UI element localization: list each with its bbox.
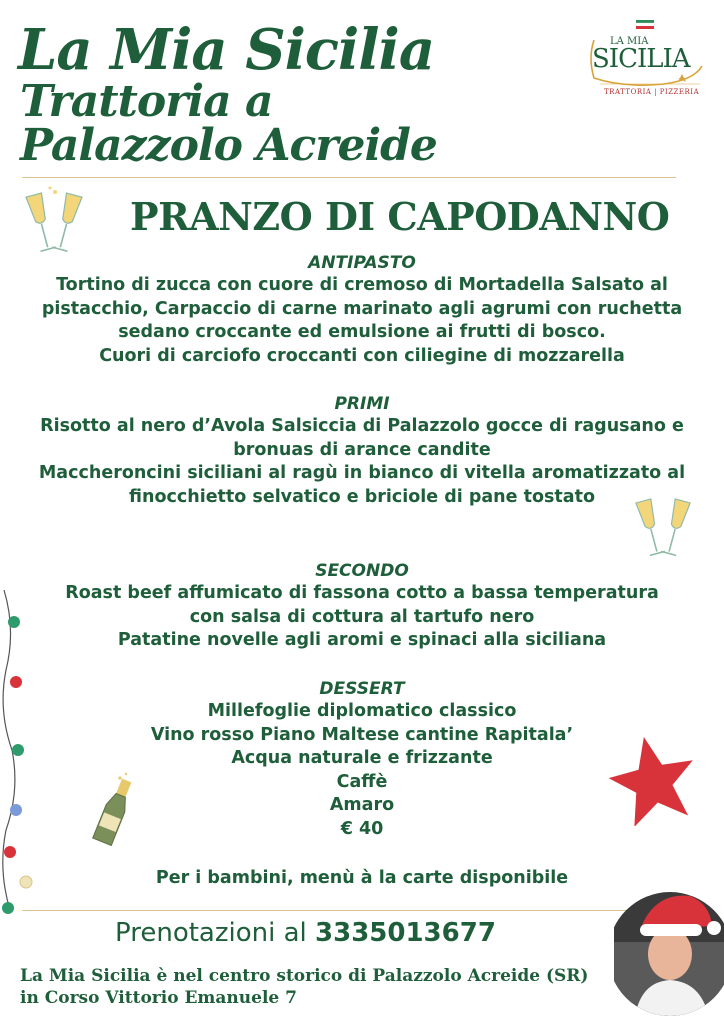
- primi-line: Risotto al nero d’Avola Salsiccia di Palazzolo gocce di ragusano e: [40, 416, 684, 436]
- antipasto-line: Tortino di zucca con cuore di cremoso di Mortadella Salsato al: [56, 275, 668, 295]
- dessert-line: Amaro: [329, 795, 395, 815]
- price: € 40: [340, 818, 384, 839]
- secondo-line: Patatine novelle agli aromi e spinaci alla siciliana: [117, 630, 607, 650]
- dessert-line: Acqua naturale e frizzante: [231, 748, 493, 768]
- antipasto-line: sedano croccante ed emulsione ai frutti di bosco.: [118, 322, 606, 342]
- subtitle-line2: Palazzolo Acreide: [20, 120, 437, 171]
- logo-sub-text: TRATTORIA | PIZZERIA: [604, 88, 700, 96]
- booking-label: Prenotazioni al: [115, 918, 307, 948]
- primi-line: Maccheroncini siciliani al ragù in bianco di vitella aromatizzato al: [38, 463, 686, 483]
- subtitle-line1: Trattoria a: [20, 76, 273, 127]
- address-line2: in Corso Vittorio Emanuele 7: [20, 988, 297, 1008]
- secondo-line: con salsa di cottura al tartufo nero: [189, 606, 535, 627]
- address-line1: La Mia Sicilia è nel centro storico di Palazzolo Acreide (SR): [20, 966, 589, 986]
- logo-main-text: SICILIA: [592, 44, 690, 74]
- dessert-heading: DESSERT: [319, 679, 405, 699]
- dessert-line: Caffè: [336, 771, 388, 792]
- booking-line: [115, 918, 496, 948]
- logo-top-text: LA MIA: [610, 36, 649, 47]
- champagne-glasses-icon: [22, 186, 86, 262]
- champagne-glasses-icon: [632, 492, 694, 566]
- antipasto-heading: ANTIPASTO: [308, 253, 416, 273]
- secondo-line: Roast beef affumicato di fassona cotto a bassa temperatura: [65, 583, 659, 603]
- dessert-line: Millefoglie diplomatico classico: [207, 701, 517, 721]
- menu-title: PRANZO DI CAPODANNO: [130, 194, 670, 239]
- restaurant-logo: [584, 18, 708, 106]
- phone-number[interactable]: 3335013677: [315, 918, 496, 948]
- dessert-line: Vino rosso Piano Maltese cantine Rapitala’: [150, 724, 574, 745]
- primi-line: bronuas di arance candite: [233, 439, 491, 460]
- section-primi: [0, 393, 724, 509]
- star-icon: [608, 734, 698, 826]
- antipasto-line: Cuori di carciofo croccanti con ciliegine di mozzarella: [99, 345, 625, 366]
- restaurant-title: La Mia Sicilia: [18, 17, 435, 83]
- primi-heading: PRIMI: [334, 394, 390, 414]
- footer-divider: [22, 910, 632, 911]
- primi-line: finocchietto selvatico e briciole di pane tostato: [129, 486, 595, 507]
- chef-photo: [614, 882, 724, 1024]
- antipasto-line: pistacchio, Carpaccio di carne marinato agli agrumi con ruchetta: [41, 298, 683, 319]
- section-secondo: [0, 560, 724, 653]
- header-divider: [22, 177, 676, 178]
- champagne-bottle-icon: [92, 772, 136, 848]
- section-antipasto: [0, 252, 724, 368]
- kids-note: Per i bambini, menù à la carte disponibile: [155, 868, 569, 888]
- secondo-heading: SECONDO: [315, 561, 409, 581]
